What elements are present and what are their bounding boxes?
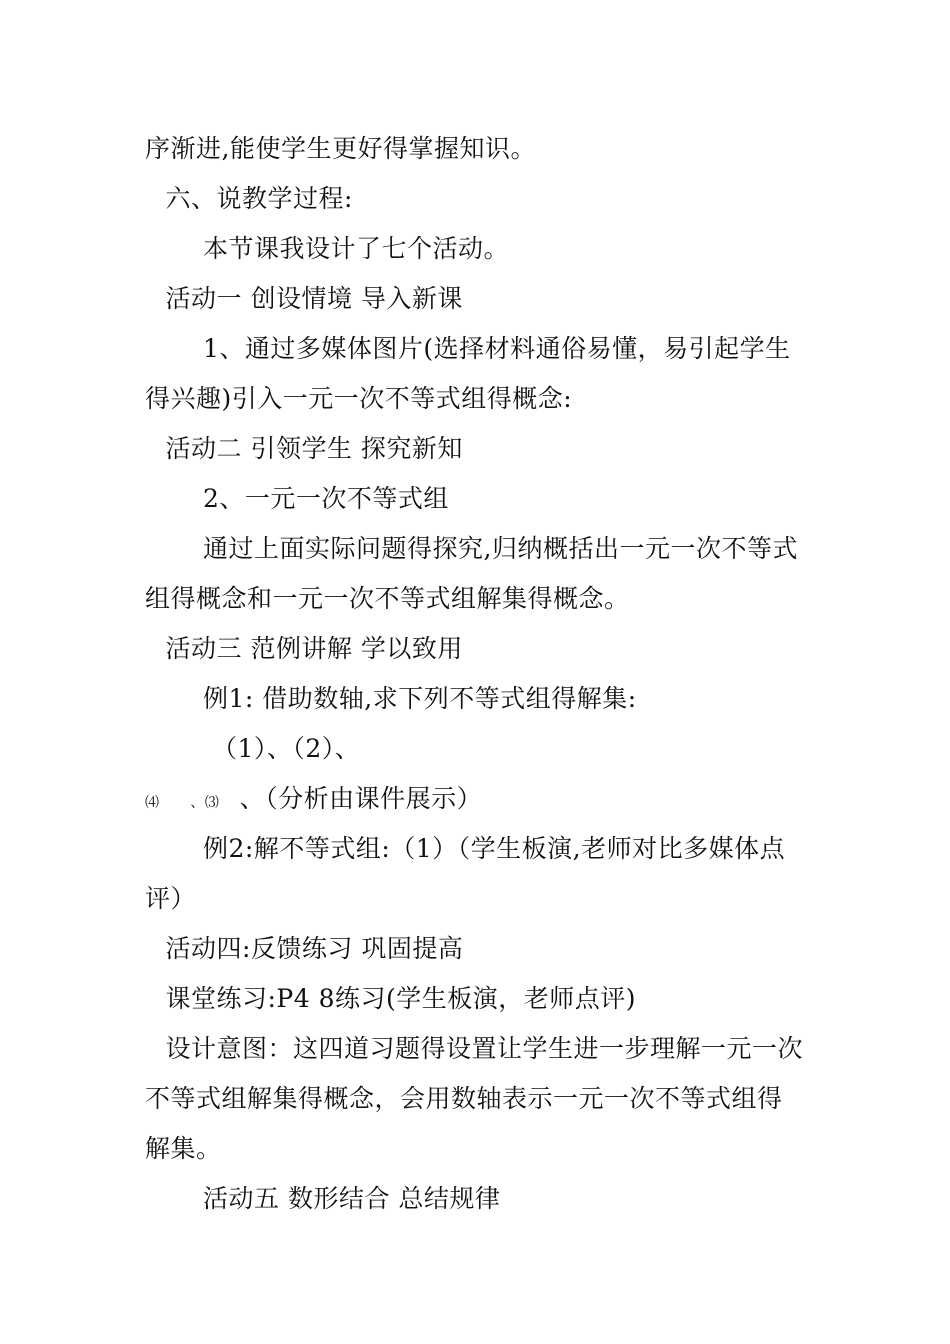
text-line: 评） — [145, 884, 197, 913]
text-line: 序渐进,能使学生更好得掌握知识。 — [145, 134, 536, 163]
text-line: 例1: 借助数轴,求下列不等式组得解集: — [203, 684, 637, 713]
section-heading: 六、说教学过程: — [145, 184, 353, 213]
text-line: 设计意图：这四道习题得设置让学生进一步理解一元一次 — [145, 1034, 804, 1063]
text-line: 1、通过多媒体图片(选择材料通俗易懂，易引起学生 — [203, 334, 791, 363]
text-line: 例2:解不等式组:（1）（学生板演,老师对比多媒体点 — [203, 834, 786, 863]
text-line-mixed — [145, 783, 482, 819]
activity-heading: 活动三 范例讲解 学以致用 — [145, 634, 463, 663]
activity-heading: 活动二 引领学生 探究新知 — [145, 434, 463, 463]
activity-heading: 活动一 创设情境 导入新课 — [145, 284, 463, 313]
small-label: ⑷ — [145, 795, 160, 811]
text-line: 组得概念和一元一次不等式组解集得概念。 — [145, 584, 630, 613]
text-line: 得兴趣)引入一元一次不等式组得概念: — [145, 384, 573, 413]
text-line: 解集。 — [145, 1134, 222, 1163]
text-line: （1）、（2）、 — [212, 734, 361, 763]
small-label: 、⑶ — [190, 795, 232, 811]
activity-heading: 活动四:反馈练习 巩固提高 — [145, 934, 464, 963]
text-line: 通过上面实际问题得探究,归纳概括出一元一次不等式 — [203, 534, 798, 563]
text-line: 课堂练习:P4 8练习(学生板演，老师点评) — [145, 984, 637, 1013]
activity-heading: 活动五 数形结合 总结规律 — [203, 1184, 501, 1213]
text-line: 本节课我设计了七个活动。 — [203, 234, 510, 263]
text-fragment: 、（分析由课件展示） — [239, 784, 483, 813]
text-line: 2、一元一次不等式组 — [203, 484, 449, 513]
text-line: 不等式组解集得概念，会用数轴表示一元一次不等式组得 — [145, 1084, 783, 1113]
